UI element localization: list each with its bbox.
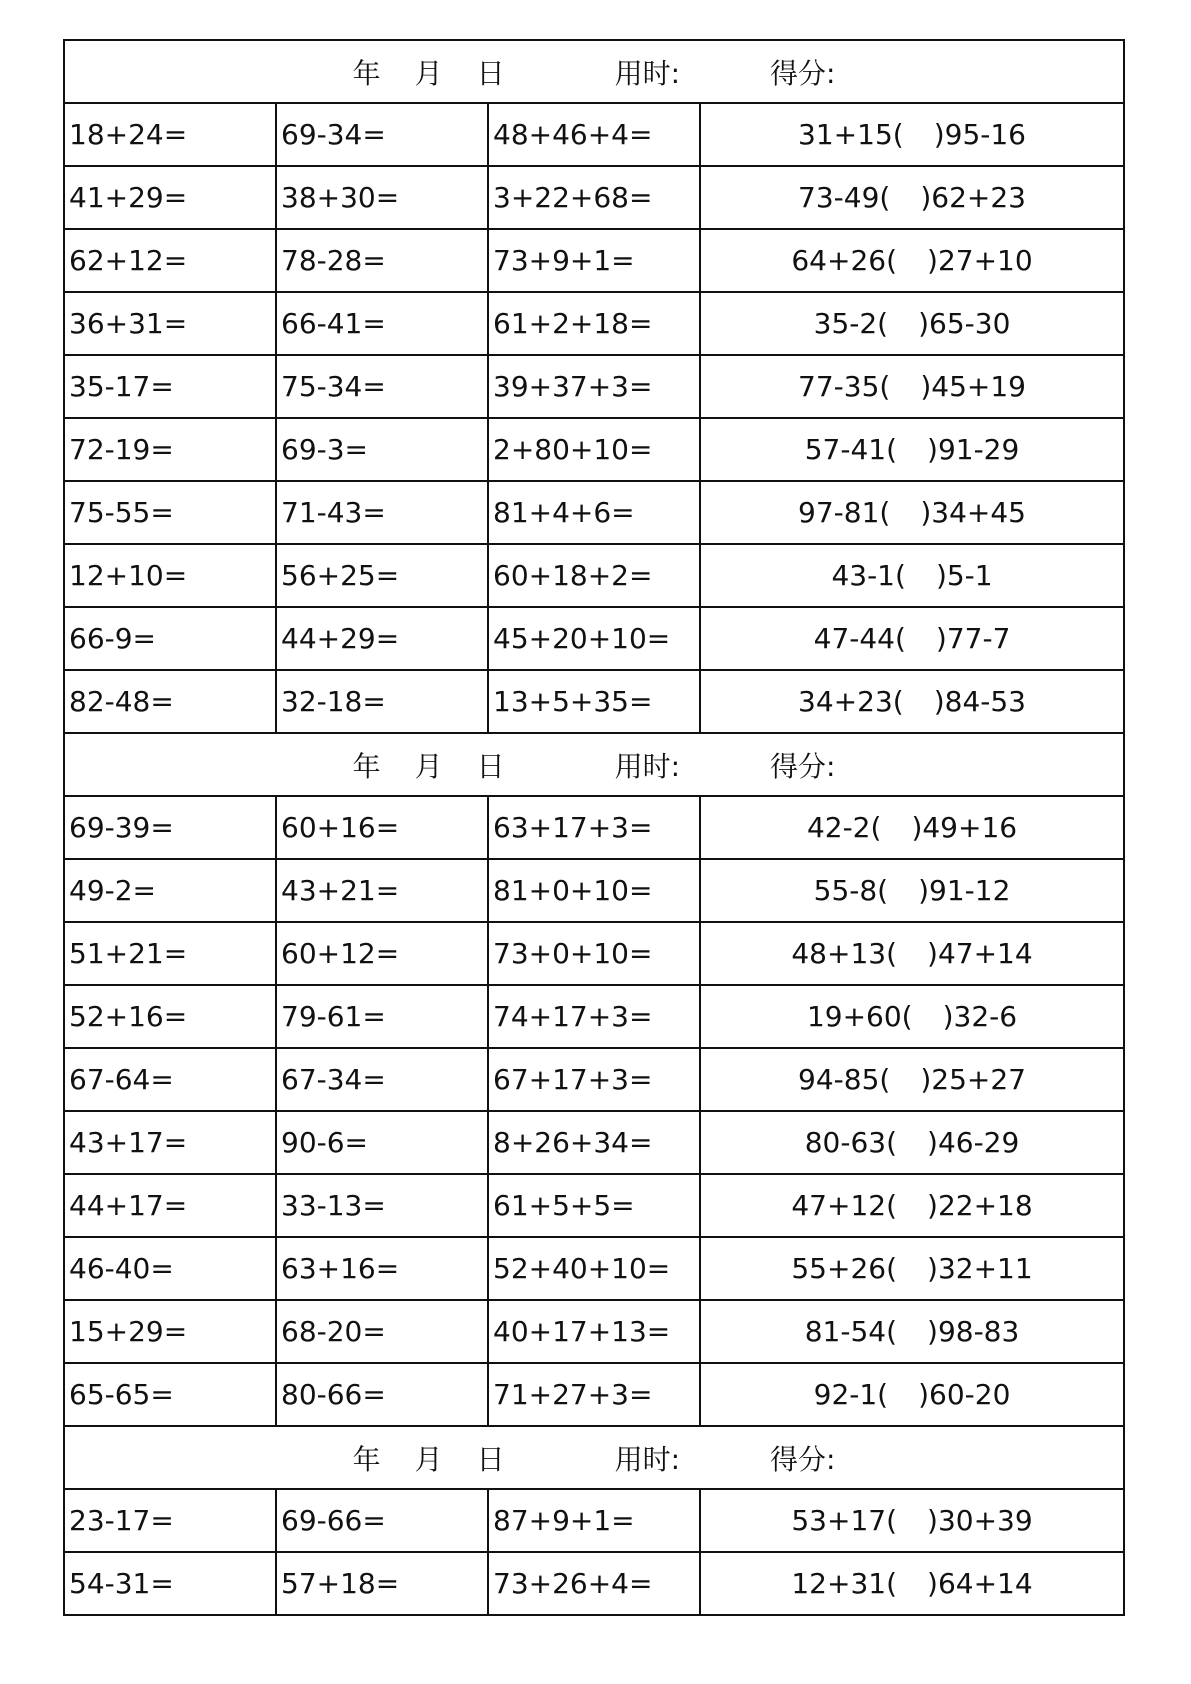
comparison-problem [700, 1048, 1124, 1111]
arithmetic-problem: 73+26+4= [488, 1552, 700, 1615]
arithmetic-problem: 3+22+68= [488, 166, 700, 229]
comparison-right: )25+27 [920, 1063, 1026, 1096]
comparison-right: )49+16 [911, 811, 1018, 844]
table-row [64, 481, 1124, 544]
table-row [64, 418, 1124, 481]
arithmetic-problem: 79-61= [276, 985, 488, 1048]
date-year-label: 年 [352, 1442, 381, 1476]
comparison-right: )95-16 [933, 118, 1026, 151]
table-row [64, 1363, 1124, 1426]
arithmetic-problem: 80-66= [276, 1363, 488, 1426]
table-row [64, 103, 1124, 166]
arithmetic-problem: 65-65= [64, 1363, 276, 1426]
comparison-problem [700, 481, 1124, 544]
table-row [64, 607, 1124, 670]
time-used-label: 用时: [614, 1442, 681, 1476]
arithmetic-problem: 61+5+5= [488, 1174, 700, 1237]
arithmetic-problem: 40+17+13= [488, 1300, 700, 1363]
comparison-left: 92-1( [813, 1378, 889, 1411]
arithmetic-problem: 66-41= [276, 292, 488, 355]
arithmetic-problem: 67+17+3= [488, 1048, 700, 1111]
comparison-problem [700, 1489, 1124, 1552]
score-label: 得分: [770, 56, 836, 90]
comparison-problem [700, 1111, 1124, 1174]
comparison-right: )34+45 [920, 496, 1026, 529]
date-day-label: 日 [476, 56, 505, 90]
comparison-right: )47+14 [927, 937, 1033, 970]
arithmetic-problem: 44+17= [64, 1174, 276, 1237]
comparison-right: )62+23 [920, 181, 1026, 214]
table-row [64, 859, 1124, 922]
comparison-problem [700, 166, 1124, 229]
arithmetic-problem: 51+21= [64, 922, 276, 985]
table-row [64, 1237, 1124, 1300]
arithmetic-problem: 60+16= [276, 796, 488, 859]
comparison-left: 97-81( [798, 496, 891, 529]
table-row [64, 1552, 1124, 1615]
comparison-left: 55+26( [791, 1252, 898, 1285]
table-row [64, 796, 1124, 859]
comparison-left: 43-1( [831, 559, 906, 592]
comparison-right: )60-20 [918, 1378, 1011, 1411]
arithmetic-problem: 69-39= [64, 796, 276, 859]
comparison-right: )84-53 [933, 685, 1026, 718]
arithmetic-problem: 60+18+2= [488, 544, 700, 607]
comparison-right: )32-6 [942, 1000, 1018, 1033]
table-row [64, 544, 1124, 607]
arithmetic-problem: 39+37+3= [488, 355, 700, 418]
table-row [64, 292, 1124, 355]
arithmetic-problem: 43+21= [276, 859, 488, 922]
arithmetic-problem: 12+10= [64, 544, 276, 607]
date-year-label: 年 [352, 56, 381, 90]
table-row [64, 1111, 1124, 1174]
comparison-right: )5-1 [935, 559, 993, 592]
comparison-problem [700, 670, 1124, 733]
comparison-left: 31+15( [798, 118, 904, 151]
comparison-problem [700, 292, 1124, 355]
date-month-label: 月 [414, 1442, 443, 1476]
arithmetic-problem: 60+12= [276, 922, 488, 985]
section-header-row [64, 733, 1124, 796]
arithmetic-problem: 48+46+4= [488, 103, 700, 166]
worksheet-body [64, 40, 1124, 1615]
comparison-left: 81-54( [804, 1315, 898, 1348]
table-row [64, 1489, 1124, 1552]
section-header [64, 40, 1124, 103]
arithmetic-problem: 61+2+18= [488, 292, 700, 355]
arithmetic-problem: 41+29= [64, 166, 276, 229]
comparison-left: 34+23( [798, 685, 904, 718]
arithmetic-problem: 45+20+10= [488, 607, 700, 670]
comparison-right: )46-29 [927, 1126, 1020, 1159]
time-used-label: 用时: [614, 749, 681, 783]
arithmetic-problem: 15+29= [64, 1300, 276, 1363]
arithmetic-problem: 69-66= [276, 1489, 488, 1552]
table-row [64, 670, 1124, 733]
comparison-right: )91-29 [927, 433, 1020, 466]
arithmetic-problem: 32-18= [276, 670, 488, 733]
arithmetic-problem: 72-19= [64, 418, 276, 481]
comparison-right: )98-83 [927, 1315, 1020, 1348]
comparison-left: 19+60( [806, 1000, 913, 1033]
comparison-right: )91-12 [918, 874, 1011, 907]
arithmetic-problem: 71-43= [276, 481, 488, 544]
arithmetic-problem: 81+4+6= [488, 481, 700, 544]
date-day-label: 日 [476, 749, 505, 783]
table-row [64, 355, 1124, 418]
arithmetic-problem: 68-20= [276, 1300, 488, 1363]
arithmetic-problem: 54-31= [64, 1552, 276, 1615]
arithmetic-problem: 62+12= [64, 229, 276, 292]
comparison-problem [700, 1300, 1124, 1363]
comparison-right: )32+11 [927, 1252, 1033, 1285]
arithmetic-problem: 13+5+35= [488, 670, 700, 733]
section-header [64, 1426, 1124, 1489]
section-header [64, 733, 1124, 796]
table-row [64, 1300, 1124, 1363]
comparison-right: )64+14 [927, 1567, 1033, 1600]
comparison-problem [700, 922, 1124, 985]
comparison-left: 47+12( [791, 1189, 898, 1222]
arithmetic-problem: 23-17= [64, 1489, 276, 1552]
comparison-right: )77-7 [935, 622, 1011, 655]
comparison-left: 53+17( [791, 1504, 898, 1537]
arithmetic-problem: 73+9+1= [488, 229, 700, 292]
arithmetic-problem: 90-6= [276, 1111, 488, 1174]
table-row [64, 166, 1124, 229]
comparison-left: 57-41( [804, 433, 898, 466]
worksheet-table [63, 39, 1125, 1616]
arithmetic-problem: 57+18= [276, 1552, 488, 1615]
comparison-left: 12+31( [791, 1567, 898, 1600]
time-used-label: 用时: [614, 56, 681, 90]
table-row [64, 985, 1124, 1048]
arithmetic-problem: 75-55= [64, 481, 276, 544]
date-year-label: 年 [352, 749, 381, 783]
comparison-problem [700, 607, 1124, 670]
arithmetic-problem: 49-2= [64, 859, 276, 922]
arithmetic-problem: 43+17= [64, 1111, 276, 1174]
comparison-left: 48+13( [791, 937, 898, 970]
comparison-right: )22+18 [927, 1189, 1033, 1222]
table-row [64, 1174, 1124, 1237]
comparison-problem [700, 1363, 1124, 1426]
arithmetic-problem: 74+17+3= [488, 985, 700, 1048]
comparison-left: 73-49( [798, 181, 891, 214]
comparison-problem [700, 1552, 1124, 1615]
arithmetic-problem: 38+30= [276, 166, 488, 229]
comparison-left: 47-44( [813, 622, 906, 655]
score-label: 得分: [770, 749, 836, 783]
arithmetic-problem: 82-48= [64, 670, 276, 733]
comparison-problem [700, 859, 1124, 922]
arithmetic-problem: 36+31= [64, 292, 276, 355]
arithmetic-problem: 44+29= [276, 607, 488, 670]
arithmetic-problem: 78-28= [276, 229, 488, 292]
arithmetic-problem: 46-40= [64, 1237, 276, 1300]
comparison-problem [700, 355, 1124, 418]
comparison-problem [700, 1174, 1124, 1237]
arithmetic-problem: 8+26+34= [488, 1111, 700, 1174]
arithmetic-problem: 2+80+10= [488, 418, 700, 481]
comparison-right: )65-30 [918, 307, 1011, 340]
date-day-label: 日 [476, 1442, 505, 1476]
arithmetic-problem: 69-3= [276, 418, 488, 481]
arithmetic-problem: 63+17+3= [488, 796, 700, 859]
section-header-row [64, 1426, 1124, 1489]
comparison-problem [700, 985, 1124, 1048]
arithmetic-problem: 71+27+3= [488, 1363, 700, 1426]
comparison-left: 42-2( [806, 811, 882, 844]
comparison-problem [700, 544, 1124, 607]
comparison-right: )27+10 [927, 244, 1033, 277]
score-label: 得分: [770, 1442, 836, 1476]
table-row [64, 1048, 1124, 1111]
comparison-problem [700, 796, 1124, 859]
arithmetic-problem: 69-34= [276, 103, 488, 166]
comparison-right: )30+39 [927, 1504, 1033, 1537]
arithmetic-problem: 87+9+1= [488, 1489, 700, 1552]
arithmetic-problem: 66-9= [64, 607, 276, 670]
table-row [64, 229, 1124, 292]
arithmetic-problem: 63+16= [276, 1237, 488, 1300]
arithmetic-problem: 52+40+10= [488, 1237, 700, 1300]
comparison-left: 94-85( [798, 1063, 891, 1096]
comparison-left: 80-63( [804, 1126, 898, 1159]
comparison-left: 64+26( [791, 244, 898, 277]
comparison-left: 77-35( [798, 370, 891, 403]
comparison-right: )45+19 [920, 370, 1026, 403]
arithmetic-problem: 35-17= [64, 355, 276, 418]
arithmetic-problem: 81+0+10= [488, 859, 700, 922]
arithmetic-problem: 67-34= [276, 1048, 488, 1111]
arithmetic-problem: 73+0+10= [488, 922, 700, 985]
arithmetic-problem: 67-64= [64, 1048, 276, 1111]
arithmetic-problem: 56+25= [276, 544, 488, 607]
date-month-label: 月 [414, 56, 443, 90]
comparison-problem [700, 418, 1124, 481]
arithmetic-problem: 75-34= [276, 355, 488, 418]
comparison-problem [700, 1237, 1124, 1300]
comparison-left: 55-8( [813, 874, 889, 907]
comparison-left: 35-2( [813, 307, 889, 340]
comparison-problem [700, 103, 1124, 166]
date-month-label: 月 [414, 749, 443, 783]
table-row [64, 922, 1124, 985]
arithmetic-problem: 33-13= [276, 1174, 488, 1237]
section-header-row [64, 40, 1124, 103]
arithmetic-problem: 18+24= [64, 103, 276, 166]
arithmetic-problem: 52+16= [64, 985, 276, 1048]
comparison-problem [700, 229, 1124, 292]
